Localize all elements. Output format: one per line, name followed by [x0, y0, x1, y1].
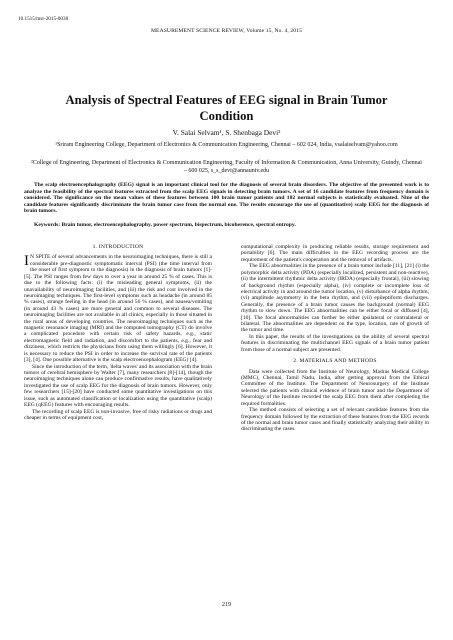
doi-label: 10.1515/msr-2015-0030	[18, 16, 69, 22]
author-list: V. Salai Selvam¹, S. Shenbaga Devi²	[172, 128, 281, 137]
intro-paragraph-1	[24, 254, 212, 363]
intro-paragraph-1-text: N SPITE of several advancements in the neuroimaging techniques, there is still a considerable pre-diagnostic symptomatic interval (PSI) (the time interval from the onset of first symptom to the diagnosis) in the diagnosis of brain tumors [1]-[5]. The PSI ranges from few days to over a year in around 25 % of cases. This is due to the following facts: (i) the misleading general symptoms, (ii) the unavailability of neuroimaging facilities, and (iii) the risk and cost involved in the neuroimaging techniques. The first-level symptoms such as headache (in around 85 % cases), strange feeling in the head (in around 56 % cases), and nausea/vomiting (in around 43 % cases) are more general and common to several diseases. The neuroimaging facilities are not available in all clinics, especially in those situated in the rural areas of developing countries. The neuroimaging techniques such as the magnetic resonance imaging (MRI) and the computed tomography (CT) do involve a complicated procedure with certain risk of safety hazards, e.g., static electromagnetic field and radiation, and discomfort to the patients, e.g., fear and dizziness, which restricts the physicians from using them willingly [6]. However, it is necessary to reduce the PSI in order to increase the survival rate of the patients [3], [4]. One possible alternative is the scalp electroencephalogram (EEG) [4].	[24, 254, 212, 364]
affiliation-2: ²College of Engineering, Department of Electronics & Communication Engineering, Faculty of Information & Communication, Anna University, Guindy, Chennai – 600 025, s_s_devi@annauniv.edu	[31, 160, 422, 174]
section-heading-materials: 2. MATERIALS AND METHODS	[293, 358, 377, 365]
page-number: 219	[222, 602, 231, 608]
intro-paragraph-2: Since the introduction of the term, 'delta waves' and its association with the brain tumors of cerebral hemisphere by Walter [7], many researchers [8]-[14], though the neuroimaging techniques alone can produce confirmative results, have qualitatively investigated the use of scalp EEG for the diagnosis of brain tumors. However, only few researchers [15]-[20] have conducted some quantitative investigations on this issue, such as automated classification or localization using the quantitative (scalp) EEG (qEEG) features with encouraging results.	[24, 363, 212, 409]
right-column	[241, 244, 429, 433]
methods-paragraph-1: Data were collected from the Institute of Neurology, Madras Medical College (MMC), Chennai, Tamil Nadu, India, after getting approval from the Ethical Committee of the Institute. The Department of Neurosurgery of the Institute selected the patients with clinical evidence of brain tumor and the Department of Neurology of the Institute recorded the scalp EEG from them after completing the required formalities.	[241, 368, 429, 407]
methods-paragraph-2: The method consists of selecting a set of relevant candidate features from the frequency domain followed by the extraction of these features from the EEG records of the normal and brain tumor cases and finally statistically analyzing their ability in discriminating the cases.	[241, 407, 429, 433]
abstract: The scalp electroencephalography (EEG) signal is an important clinical tool for the diagnosis of several brain disorders. The objective of the presented work is to analyze the feasibility of the spectral features extracted from the scalp EEG signals in detecting brain tumors. A set of 16 candidate features from frequency domain is considered. The significance on the mean values of these features between 100 brain tumor patients and 102 normal subjects is statistically evaluated. Nine of the candidate features significantly discriminate the brain tumor case from the normal one. The results encourage the use of (quantitative) scalp EEG for the diagnosis of brain tumors.	[24, 182, 429, 215]
intro-paragraph-4: computational complexity in producing reliable results, storage requirement and portability [6]. The main difficulties in the EEG recording process are the requirement of the patient's cooperation and the removal of artifacts.	[241, 244, 429, 263]
journal-header: MEASUREMENT SCIENCE REVIEW, Volume 15, No. 4, 2015	[150, 28, 302, 34]
paper-title: Analysis of Spectral Features of EEG signal in Brain Tumor Condition	[65, 93, 388, 123]
intro-paragraph-5: The EEG abnormalities in the presence of a brain tumor include [11], [21] (i) the polymorphic delta activity (PDA) (especially localized, persistent and non-reactive), (ii) the intermittent rhythmic delta activity (IRDA) (especially frontal), (iii) slowing of background rhythm (especially alpha), (iv) complete or incomplete loss of electrical activity in and around the tumor location, (v) disturbance of alpha rhythm, (vi) amplitude asymmetry in the beta rhythm, and (vii) epileptiform discharges. Generally, the presence of a brain tumor causes the background (normal) EEG rhythm to slow down. The EEG abnormalities can be either focal or diffused [4], [10]. The focal abnormalities can further be either ipsilateral or contralateral or bilateral. The abnormalities are dependent on the type, location, rate of growth of the tumor and time.	[241, 263, 429, 334]
section-heading-introduction: 1. INTRODUCTION	[92, 244, 144, 250]
keywords: Keywords: Brain tumor, electroencephalography, power spectrum, bispectrum, bicoherence, spectral entropy.	[34, 222, 296, 228]
affiliation-1: ¹Sriram Engineering College, Department of Electronics & Communication Engineering, Chennai – 602 024, India, vsalaiselvam@yahoo.com	[55, 142, 398, 148]
intro-paragraph-6: In this paper, the results of the investigations on the ability of several spectral features in discriminating the multichannel EEG signals of a brain tumor patient from those of a normal subject are presented.	[241, 333, 429, 353]
left-column	[24, 244, 212, 421]
drop-cap: I	[24, 253, 29, 270]
intro-paragraph-3: The recording of scalp EEG is non-invasive, free of risky radiations or drugs and cheaper in terms of equipment cost,	[24, 408, 212, 421]
